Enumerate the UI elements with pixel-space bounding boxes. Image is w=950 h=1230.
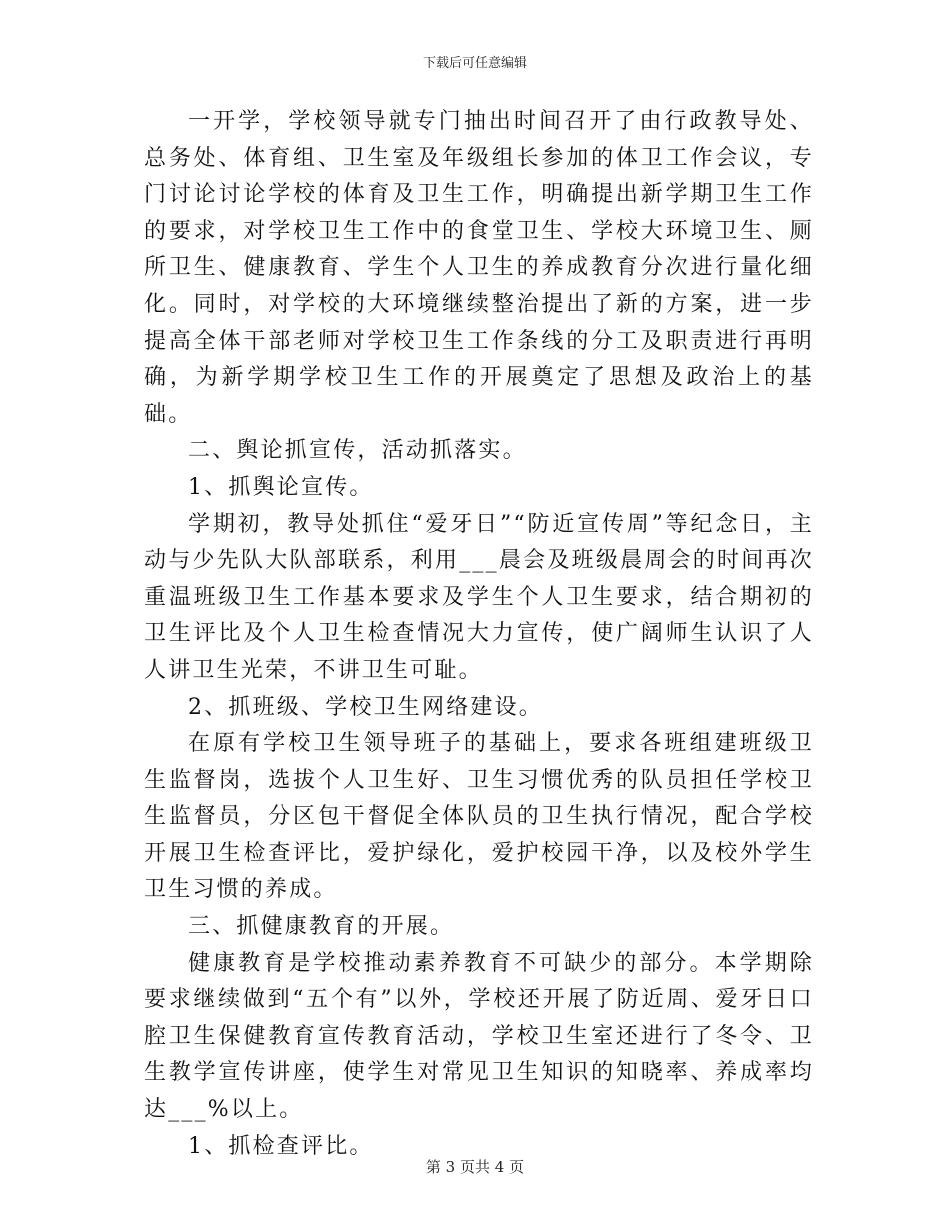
paragraph-2: 学期初，教导处抓住“爱牙日”“防近宣传周”等纪念日，主动与少先队大队部联系，利用___晨会及班级晨周会的时间再次重温班级卫生工作基本要求及学生个人卫生要求，结合期初的卫生评比及个人卫生检查情况大力宣传，使广阔师生认识了人人讲卫生光荣，不讲卫生可耻。 <box>144 511 814 683</box>
page-header: 下载后可任意编辑 <box>422 56 527 71</box>
page-footer: 第 3 页共 4 页 <box>425 1158 525 1176</box>
section-heading-2: 二、舆论抓宣传，活动抓落实。 <box>188 438 527 464</box>
subheading-3: 1、抓检查评比。 <box>188 1133 374 1159</box>
document-body <box>144 104 814 1165</box>
paragraph-1: 一开学，学校领导就专门抽出时间召开了由行政教导处、总务处、体育组、卫生室及年级组长参加的体卫工作会议，专门讨论讨论学校的体育及卫生工作，明确提出新学期卫生工作的要求，对学校卫生工作中的食堂卫生、学校大环境卫生、厕所卫生、健康教育、学生个人卫生的养成教育分次进行量化细化。同时，对学校的大环境继续整治提出了新的方案，进一步提高全体干部老师对学校卫生工作条线的分工及职责进行再明确，为新学期学校卫生工作的开展奠定了思想及政治上的基础。 <box>144 109 814 427</box>
section-heading-3: 三、抓健康教育的开展。 <box>188 914 455 940</box>
subheading-2: 2、抓班级、学校卫生网络建设。 <box>188 694 543 720</box>
subheading-1: 1、抓舆论宣传。 <box>188 474 374 500</box>
paragraph-4: 健康教育是学校推动素养教育不可缺少的部分。本学期除要求继续做到“五个有”以外，学校还开展了防近周、爱牙日口腔卫生保健教育宣传教育活动，学校卫生室还进行了冬令、卫生教学宣传讲座，使学生对常见卫生知识的知晓率、养成率均达___%以上。 <box>144 950 814 1123</box>
paragraph-3: 在原有学校卫生领导班子的基础上，要求各班组建班级卫生监督岗，选拔个人卫生好、卫生习惯优秀的队员担任学校卫生监督员，分区包干督促全体队员的卫生执行情况，配合学校开展卫生检查评比，爱护绿化，爱护校园干净，以及校外学生卫生习惯的养成。 <box>144 731 814 903</box>
